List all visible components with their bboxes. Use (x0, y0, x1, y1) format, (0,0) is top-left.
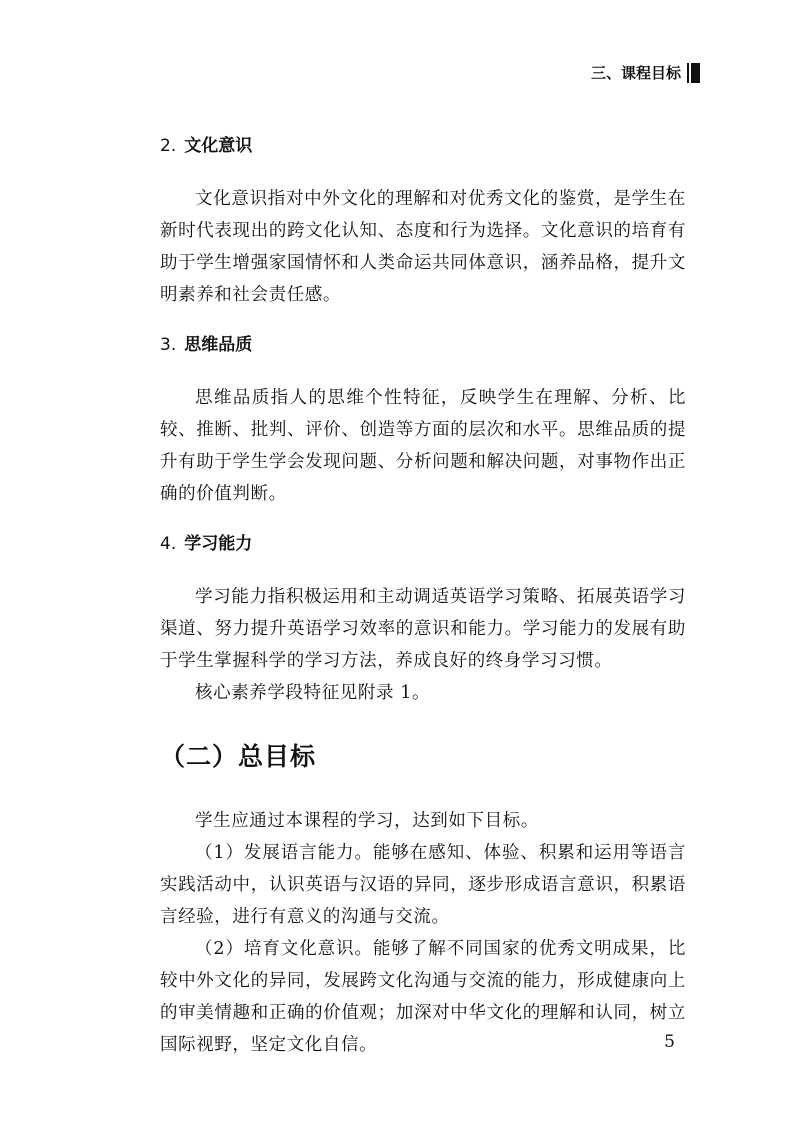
section-cultural-awareness (160, 128, 686, 311)
subheading-learning-ability: 4. 学习能力 (160, 534, 253, 554)
page-number: 5 (664, 1032, 675, 1052)
section-learning-ability (160, 526, 686, 709)
subheading-cultural-awareness: 2. 文化意识 (160, 136, 253, 156)
subheading-thinking-quality: 3. 思维品质 (160, 335, 253, 355)
chapter-title: 三、课程目标 (590, 64, 681, 82)
goals-intro: 学生应通过本课程的学习，达到如下目标。 (195, 811, 539, 831)
running-header (591, 62, 700, 83)
header-bar-ornament (687, 63, 700, 83)
section-heading-overall-goals: （二）总目标 (160, 742, 317, 771)
paragraph-thinking-quality: 思维品质指人的思维个性特征，反映学生在理解、分析、比较、推断、批判、评价、创造等方面的层次和水平。思维品质的提升有助于学生学会发现问题、分析问题和解决问题，对事物作出正确的价值判断。 (160, 388, 686, 504)
section-thinking-quality (160, 327, 686, 510)
paragraph-cultural-awareness: 文化意识指对中外文化的理解和对优秀文化的鉴赏，是学生在新时代表现出的跨文化认知、态度和行为选择。文化意识的培育有助于学生增强家国情怀和人类命运共同体意识，涵养品格，提升文明素养和社会责任感。 (160, 189, 686, 305)
appendix-note: 核心素养学段特征见附录 1。 (195, 683, 431, 703)
goal-item-1: （1）发展语言能力。能够在感知、体验、积累和运用等语言实践活动中，认识英语与汉语的异同，逐步形成语言意识，积累语言经验，进行有意义的沟通与交流。 (160, 843, 686, 927)
page-content (160, 128, 686, 1061)
paragraph-learning-ability: 学习能力指积极运用和主动调适英语学习策略、拓展英语学习渠道、努力提升英语学习效率的意识和能力。学习能力的发展有助于学生掌握科学的学习方法，养成良好的终身学习习惯。 (160, 587, 686, 671)
overall-goals-body (160, 805, 686, 1061)
goal-item-2: （2）培育文化意识。能够了解不同国家的优秀文明成果，比较中外文化的异同，发展跨文化沟通与交流的能力，形成健康向上的审美情趣和正确的价值观；加深对中华文化的理解和认同，树立国际视野，坚定文化自信。 (160, 939, 686, 1055)
